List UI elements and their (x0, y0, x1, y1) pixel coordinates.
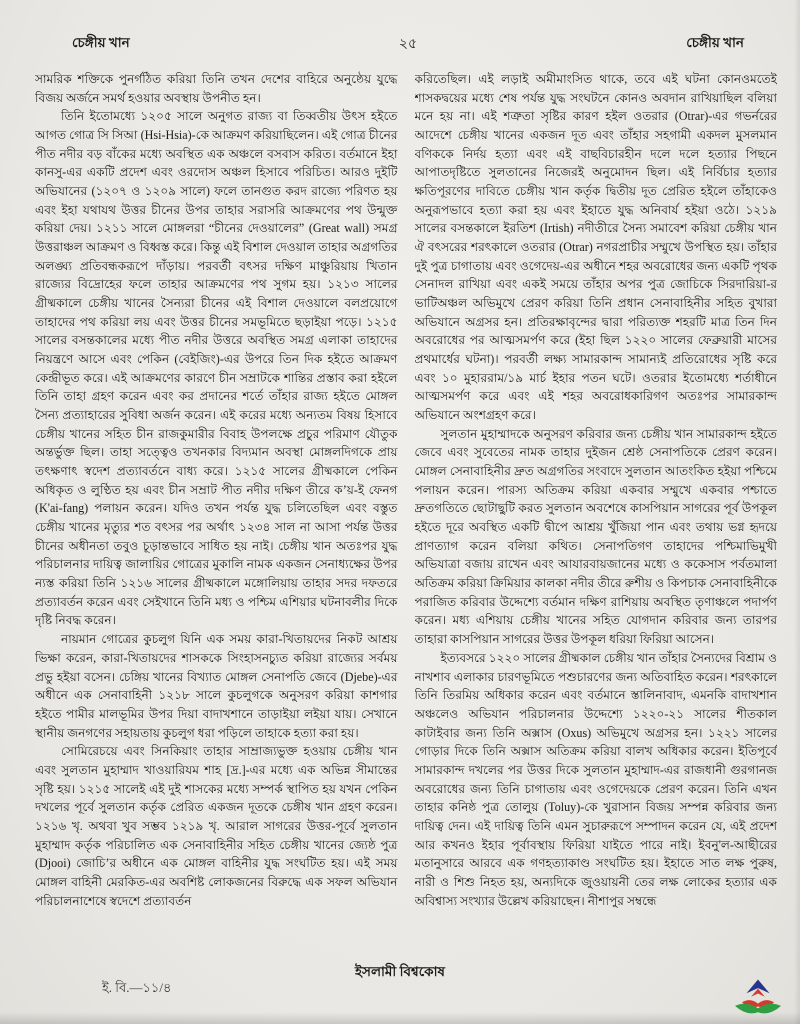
scan-edge-shadow-bottom (0, 1012, 800, 1024)
running-head-left: চেঙ্গীয় খান (72, 35, 130, 50)
book-title: ইসলামী বিশ্বকোষ (355, 964, 445, 979)
scan-edge-shadow-right (794, 0, 800, 1024)
right-column (415, 70, 778, 956)
paragraph: সামরিক শক্তিকে পুনর্গঠিত করিয়া তিনি তখন দেশের বাহিরে অনুষ্ঠেয় যুদ্ধে বিজয় অর্জনে সমর্থ হওয়ার অবস্থায় উপনীত হন। (35, 72, 398, 105)
paragraph: করিতেছিল। এই লড়াই অমীমাংসিত থাকে, তবে এই ঘটনা কোনওমতেই শাসকদ্বয়ের মধ্যে শেষ পর্যন্ত যুদ্ধ সংঘটনে কোনও অবদান রাখিয়াছিল বলিয়া মনে হয় না। এই শত্রুতা সৃষ্টির কারণ হইল ওতরার (Otrar)-এর গভর্নরের আদেশে চেঙ্গীয় খানের একজন দূত এবং তাঁহার সহগামী একদল মুসলমান বণিককে নির্দয় হত্যা এবং এই বাছবিচারহীন দলে দলে হত্যার পিছনে আপাতদৃষ্টিতে সুলতানের নিজেরই অনুমোদন ছিল। এই নির্বিচার হত্যার ক্ষতিপূরণের দাবিতে চেঙ্গীয় খান কর্তৃক দ্বিতীয় দূত প্রেরিত হইলে তাঁহাকেও অনুরূপভাবে হত্যা করা হয় এবং ইহাতে যুদ্ধ অনিবার্য হইয়া ওঠে। ১২১৯ সালের বসন্তকালে ইরতিশ (Irtish) নদীতীরে সৈন্য সমাবেশ করিয়া চেঙ্গীয় খান ঐ বৎসরের শরৎকালে ওতরার (Otrar) নগরপ্রাচীর সম্মুখে উপস্থিত হয়। তাঁহার দুই পুত্র চাগাতায় এবং ওগেদেয়-এর অধীনে শহর অবরোধের জন্য একটি পৃথক সেনাদল রাখিয়া এবং একই সময়ে তাঁহার অপর পুত্র জোচিকে সিরদারিয়া-র ভাটিঅঞ্চল অভিমুখে প্রেরণ করিয়া তিনি প্রধান সেনাবাহিনীর সহিত বুখারা অভিযানে অগ্রসর হন। প্রতিরক্ষাবৃন্দের দ্বারা পরিত্যক্ত শহরটি মাত্র তিন দিন অবরোধের পর আত্মসমর্পণ করে (ইহা ছিল ১২২০ সালের ফেব্রুয়ারী মাসের প্রথমার্ধের ঘটনা)। পরবর্তী লক্ষ্য সামারকান্দ সামান্যই প্রতিরোধের সৃষ্টি করে এবং ১০ মুহাররাম/১৯ মার্চ ইহার পতন ঘটে। ওতরার ইতোমধ্যে শর্তাধীনে আত্মসমর্পণ করে এবং এই শহর অবরোধকারিগণ অতঃপর সামারকান্দ অভিযানে অংশগ্রহণ করে। (414, 72, 777, 423)
page-number: ২৫ (398, 37, 418, 52)
paragraph: নায়মান গোত্রের কুচলুগ যিনি এক সময় কারা-খিতায়দের নিকট আশ্রয় ভিক্ষা করেন, কারা-খিতায়দের শাসককে সিংহাসনচ্যুত করিয়া রাজ্যের সর্বময় প্রভু হইয়া বসেন। চেঙ্গিয় খানের বিখ্যাত মোঙ্গল সেনাপতি জেবে (Djebe)-এর অধীনে এক সেনাবাহিনী ১২১৮ সালে কুচলুগকে অনুসরণ করিয়া কাশগার হইতে পামীর মালভূমির উপর দিয়া বাদাখশানে তাড়াইয়া লইয়া যায়। সেখানে স্থানীয় জনগণের সহায়তায় কুচলুগ ধরা পড়িলে তাহাকে হত্যা করা হয়। (35, 632, 398, 740)
left-column (35, 70, 398, 956)
page-header (72, 32, 744, 52)
paragraph: সোমিরেচয়ে এবং সিনকিয়াং তাহার সাম্রাজ্যভুক্ত হওয়ায় চেঙ্গীয় খান এবং সুলতান মুহাম্মাদ খাওয়ারিযম শাহ [দ্র.]-এর মধ্যে এক অভিন্ন সীমান্তের সৃষ্টি হয়। ১২১৫ সালেই এই দুই শাসকের মধ্যে সম্পর্ক স্থাপিত হয় যখন পেকিন দখলের পূর্বে সুলতান কর্তৃক প্রেরিত একজন দূতকে চেঙ্গীষ খান গ্রহণ করেন। ১২১৬ খৃ. অথবা খুব সম্ভব ১২১৯ খৃ. আরাল সাগরের উত্তর-পূর্বে সুলতান মুহাম্মাদ কর্তৃক পরিচালিত এক সেনাবাহিনীর সহিত চেঙ্গীয় খানের জ্যেষ্ঠ পুত্র (Djooi) জোচি’র অধীনে এক মোঙ্গল বাহিনীর যুদ্ধ সংঘটিত হয়। এই সময় মোঙ্গল বাহিনী মেরকিত-এর অবশিষ্ট লোকজনের বিরুদ্ধে এক সফল অভিযান পরিচালনাশেষে স্বদেশে প্রত্যাবর্তন (35, 744, 398, 908)
article-body (35, 70, 777, 956)
paragraph: তিনি ইতোমধ্যে ১২০৫ সালে অনুগত রাজ্য বা তিব্বতীয় উৎস হইতে আগত গোত্র সি সিআ (Hsi-Hsia)-কে আক্রমণ করিয়াছিলেন। এই গোত্র চীনের পীত নদীর বড় বাঁকের মধ্যে অবস্থিত এক অঞ্চলে বসবাস করিত। বর্তমানে ইহা কানসু-এর একটি প্রদেশ এবং ওরদোস অঞ্চল হিসাবে পরিচিত। আরও দুইটি অভিযানের (১২০৭ ও ১২০৯ সালে) ফলে তানগুত করদ রাজ্যে পরিণত হয় এবং ইহা যথাযথ উত্তর চীনের উপর তাহার সরাসরি আক্রমণের পথ উন্মুক্ত করিয়া দেয়। ১২১১ সালে মোঙ্গলরা “চীনের দেওয়ালের” (Great wall) সমগ্র উত্তরাঞ্চল আক্রমণ ও বিধ্বস্ত করে। কিন্তু এই বিশাল দেওয়াল তাহার অগ্রগতির অলঙ্ঘ্য প্রতিবন্ধকরূপে দাঁড়ায়। পরবর্তী বৎসর দক্ষিণ মাঞ্চুরিয়ায় খিতান রাজ্যের বিদ্রোহের ফলে তাহার আক্রমণের পথ সুগম হয়। ১২১৩ সালের গ্রীষ্মকালে চেঙ্গীয় খানের সৈন্যরা চীনের এই বিশাল দেওয়ালে বলপ্রয়োগে তাহাদের পথ করিয়া লয় এবং উত্তর চীনের সমভূমিতে ছড়াইয়া পড়ে। ১২১৫ সালের বসন্তকালের মধ্যে পীত নদীর উত্তরে অবস্থিত সমগ্র এলাকা তাহাদের নিয়ন্ত্রণে আসে এবং পেকিন (বেইজিং)-এর উপরে তিন দিক হইতে আক্রমণ কেন্দ্রীভূত করে। এই আক্রমণের কারণে চীন সম্রাটকে শান্তির প্রস্তাব করা হইলে তিনি তাহা গ্রহণ করেন এবং কর প্রদানের শর্তে তাঁহার রাজ্য হইতে মোঙ্গল সৈন্য প্রত্যাহারের সুবিধা অর্জন করেন। এই করের মধ্যে অন্যতম বিষয় হিসাবে চেঙ্গীয় খানের সহিত চীন রাজকুমারীর বিবাহ উপলক্ষে প্রচুর পরিমাণ যৌতুক অন্তর্ভুক্ত ছিল। তাহা সত্ত্বেও তখনকার বিদ্যমান অবস্থা মোঙ্গলদিগকে প্রায় তৎক্ষণাৎ স্বদেশ প্রত্যাবর্তনে বাধ্য করে। ১২১৫ সালের গ্রীষ্মকালে পেকিন অধিকৃত ও লুণ্ঠিত হয় এবং চীন সম্রাট পীত নদীর দক্ষিণ তীরে ক’য়-ই ফেনগ (K'ai-fang) পলায়ন করেন। যদিও তখন পর্যন্ত যুদ্ধ চলিতেছিল এবং বস্তুত চেঙ্গীয় খানের মৃত্যুর শত বৎসর পর অর্থাৎ ১২৩৪ সাল না আসা পর্যন্ত উত্তর চীনের অধীনতা তবুও চূড়ান্তভাবে সাধিত হয় নাই। চেঙ্গীয় খান অতঃপর যুদ্ধ পরিচালনার দায়িত্ব জালায়ির গোত্রের মুকালি নামক একজন সেনাধ্যক্ষের উপর ন্যস্ত করিয়া তিনি ১২১৬ সালের গ্রীষ্মকালে মঙ্গোলিয়ায় তাহার সদর দফতরে প্রত্যাবর্তন করেন এবং সেইখানে তিনি মধ্য ও পশ্চিম এশিয়ার ঘটনাবলীর দিকে দৃষ্টি নিবদ্ধ করেন। (35, 109, 398, 628)
paragraph: ইত্যবসরে ১২২০ সালের গ্রীষ্মকাল চেঙ্গীয় খান তাঁহার সৈন্যদের বিশ্রাম ও নাখশাব এলাকার চারণভূমিতে পশুচারণের জন্য অতিবাহিত করেন। শরৎকালে তিনি তিরমিয় অধিকার করেন এবং বর্তমানে স্তালিনাবাদ, এমনকি বাদাখশান অঞ্চলেও অভিযান পরিচালনার উদ্দেশ্যে ১২২০-২১ সালের শীতকাল কাটাইবার জন্য তিনি অক্সাস (Oxus) অভিমুখে অগ্রসর হন। ১২২১ সালের গোড়ার দিকে তিনি অক্সাস অতিক্রম করিয়া বালখ অধিকার করেন। ইতিপূর্বে সামারকান্দ দখলের পর উত্তর দিকে সুলতান মুহাম্মাদ-এর রাজধানী গুরগানজ অবরোধের জন্য তিনি চাগাতায় এবং ওগেদেয়কে প্রেরণ করেন। তিনি এখন তাহার কনিষ্ঠ পুত্র তোলুয় (Toluy)-কে খুরাসান বিজয় সম্পন্ন করিবার জন্য দায়িত্ব দেন। এই দায়িত্ব তিনি এমন সুচারুরূপে সম্পাদন করেন যে, এই প্রদেশ আর কখনও ইহার পূর্বাবস্থায় ফিরিয়া যাইতে পারে নাই। ইবনু'ল-আছীরের মতানুসারে আরবে এক গণহত্যাকাণ্ড সংঘটিত হয়। ইহাতে সাত লক্ষ পুরুষ, নারী ও শিশু নিহত হয়, অন্যদিকে জুওয়ায়নী তের লক্ষ লোকের হত্যার এক অবিশ্বাস্য সংখ্যার উল্লেখ করিয়াছেন। নীশাপুর সম্বন্ধে (414, 650, 777, 908)
signature-mark: ই. বি.—১১/৪ (102, 980, 172, 995)
paragraph: সুলতান মুহাম্মাদকে অনুসরণ করিবার জন্য চেঙ্গীয় খান সামারকান্দ হইতে জেবে এবং সুবেতের নামক তাহার দুইজন শ্রেষ্ঠ সেনাপতিকে প্রেরণ করেন। মোঙ্গল সেনাবাহিনীর দ্রুত অগ্রগতির সংবাদে সুলতান আতংকিত হইয়া পশ্চিমে পলায়ন করেন। পারস্য অতিক্রম করিয়া একবার সম্মুখে একবার পশ্চাতে দ্রুতগতিতে ছোটাছুটি করত সুলতান অবশেষে কাসপিয়ান সাগরের পূর্ব উপকূল হইতে দূরে অবস্থিত একটি দ্বীপে আশ্রয় খুঁজিয়া পান এবং তথায় ভগ্ন হৃদয়ে প্রাণত্যাগ করেন বলিয়া কথিত। সেনাপতিগণ তাহাদের পশ্চিমাভিমুখী অভিযাত্রা বজায় রাখেন এবং আযারবায়জানের মধ্যে ও ককেসাস পর্বতমালা অতিক্রম করিয়া ক্রিমিয়ার কালকা নদীর তীরে রুশীয় ও কিপচাক সেনাবাহিনীকে পরাজিত করিবার উদ্দেশ্যে বর্তমান দক্ষিণ রাশিয়ায় অবস্থিত তৃণাঞ্চলে পদার্পণ করেন। মধ্য এশিয়ায় চেঙ্গীয় খানের সহিত যোগদান করিবার জন্য তারপর তাহারা কাসপিয়ান সাগরের উত্তর উপকূল ধরিয়া ফিরিয়া আসেন। (414, 426, 777, 647)
running-head-right: চেঙ্গীয় খান (686, 35, 744, 50)
